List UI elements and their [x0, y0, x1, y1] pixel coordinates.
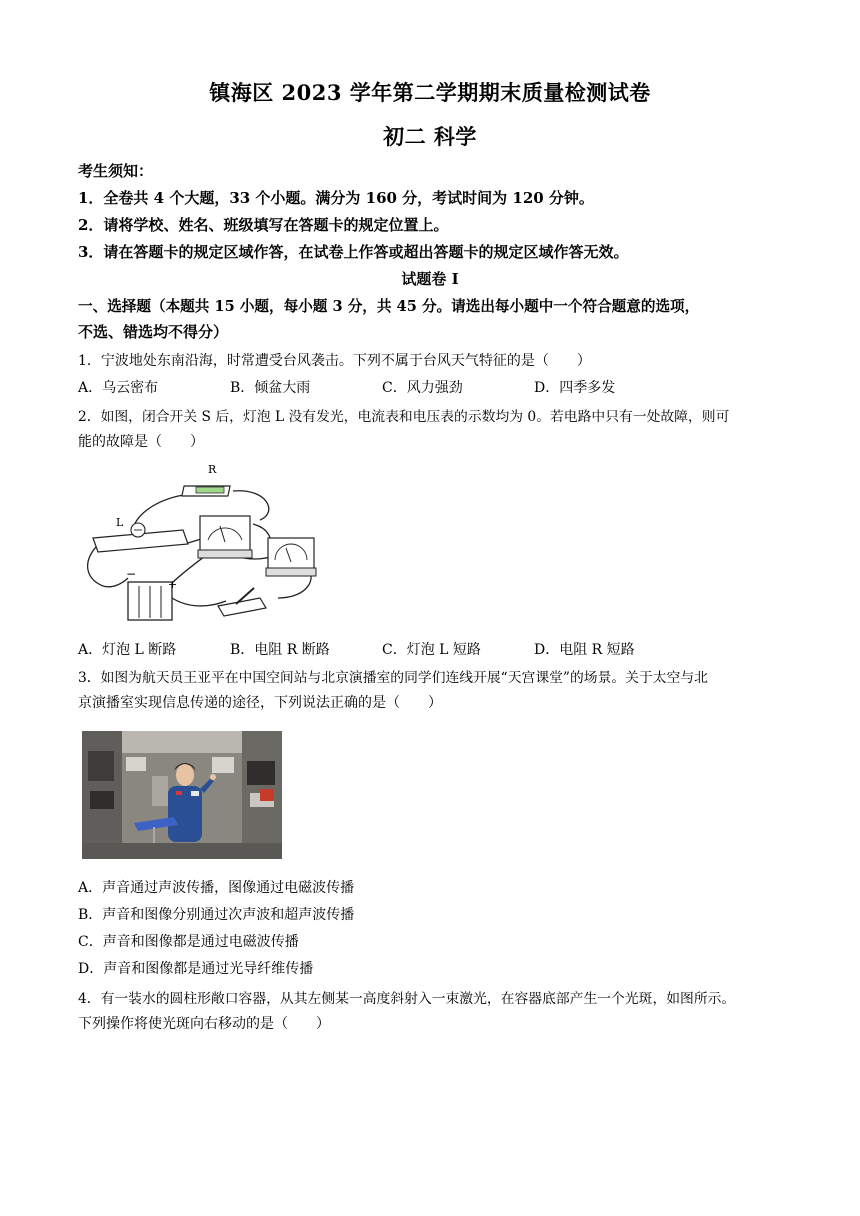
paper-label: 试题卷 I [401, 270, 459, 288]
resistor-label: R [208, 463, 217, 476]
notice-item-2: 2．请将学校、姓名、班级填写在答题卡的规定位置上。 [78, 216, 449, 234]
q1-option-b: B．倾盆大雨 [230, 380, 311, 396]
q2-option-d: D．电阻 R 短路 [534, 642, 635, 658]
q3-stem-line1: 3．如图为航天员王亚平在中国空间站与北京演播室的同学们连线开展“天宫课堂”的场景。关于太空与北 [78, 670, 708, 686]
lamp [93, 516, 188, 552]
resistor [182, 463, 230, 496]
q2-stem-line1: 2．如图，闭合开关 S 后，灯泡 L 没有发光，电流表和电压表的示数均为 0。若电路中只有一处故障，则可 [78, 409, 730, 425]
q4-stem-line1: 4．有一装水的圆柱形敞口容器，从其左侧某一高度斜射入一束激光，在容器底部产生一个光斑，如图所示。 [78, 991, 736, 1007]
exam-subject: 初二 科学 [383, 124, 477, 149]
section-heading-2: 不选、错选均不得分） [78, 323, 229, 341]
notice-heading: 考生须知： [78, 162, 154, 180]
exam-title: 镇海区 2023 学年第二学期期末质量检测试卷 [209, 80, 651, 105]
lamp-label: L [116, 516, 124, 529]
voltmeter [266, 538, 316, 576]
q1-stem: 1．宁波地处东南沿海，时常遭受台风袭击。下列不属于台风天气特征的是（ ） [78, 353, 591, 369]
notice-item-3: 3．请在答题卡的规定区域作答，在试卷上作答或超出答题卡的规定区域作答无效。 [78, 243, 629, 261]
ammeter [198, 516, 252, 558]
circuit-diagram [78, 458, 338, 626]
q2-stem-line2: 能的故障是（ ） [78, 434, 204, 450]
q3-option-b: B．声音和图像分别通过次声波和超声波传播 [78, 907, 355, 923]
battery [126, 567, 177, 620]
notice-item-1: 1．全卷共 4 个大题，33 个小题。满分为 160 分，考试时间为 120 分钟。 [78, 189, 594, 207]
q2-option-a: A．灯泡 L 断路 [78, 642, 177, 658]
space-station-photo [82, 731, 282, 859]
q1-option-d: D．四季多发 [534, 380, 616, 396]
section-heading-1: 一、选择题（本题共 15 小题，每小题 3 分，共 45 分。请选出每小题中一个符合题意的选项， [78, 298, 700, 315]
battery-minus: − [126, 567, 137, 581]
q4-stem-line2: 下列操作将使光斑向右移动的是（ ） [78, 1016, 330, 1032]
q3-option-a: A．声音通过声波传播，图像通过电磁波传播 [78, 880, 355, 896]
q2-option-c: C．灯泡 L 短路 [382, 642, 481, 658]
q3-option-c: C．声音和图像都是通过电磁波传播 [78, 934, 299, 950]
q1-option-a: A．乌云密布 [78, 380, 159, 396]
q3-stem-line2: 京演播室实现信息传递的途径，下列说法正确的是（ ） [78, 695, 442, 711]
q2-option-b: B．电阻 R 断路 [230, 642, 330, 658]
q3-option-d: D．声音和图像都是通过光导纤维传播 [78, 961, 314, 977]
battery-plus: + [168, 578, 178, 591]
q1-option-c: C．风力强劲 [382, 380, 463, 396]
